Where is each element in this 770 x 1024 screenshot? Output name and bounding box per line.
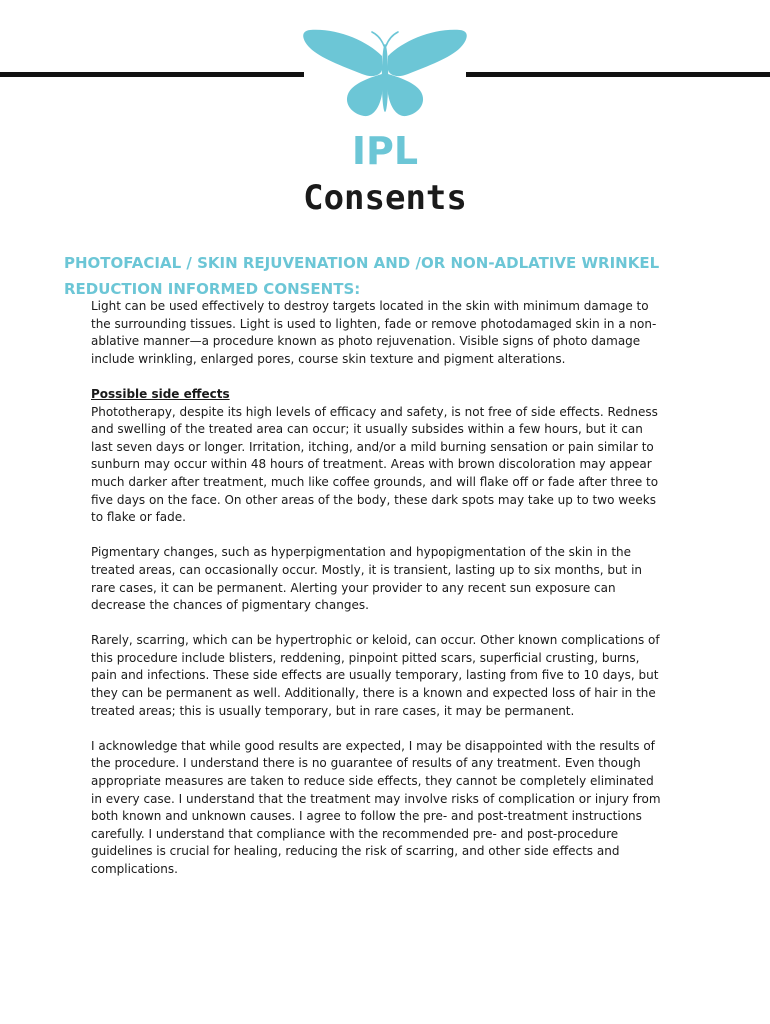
page-subtitle: Consents bbox=[303, 178, 467, 218]
side-effects-block bbox=[91, 386, 663, 527]
pigmentary-paragraph: Pigmentary changes, such as hyperpigmentation and hypopigmentation of the skin in the treated areas, can occasionally occur. Mostly, it is transient, lasting up to six months, but in rare cases, it can be permanent. Alerting your provider to any recent sun exposure can decrease the chances of pigmentary changes. bbox=[91, 545, 643, 613]
side-effects-paragraph: Phototherapy, despite its high levels of efficacy and safety, is not free of side effects. Redness and swelling of the treated area can occur; it usually subsides within a few hours, but it can last seven days or longer. Irritation, itching, and/or a mild burning sensation or pain similar to sunburn may occur within 48 hours of treatment. Areas with brown discoloration may appear much darker after treatment, much like coffee grounds, and will flake off or fade after three to five days on the face. On other areas of the body, these dark spots may take up to two weeks to flake or fade. bbox=[91, 404, 659, 525]
scarring-paragraph: Rarely, scarring, which can be hypertrophic or keloid, can occur. Other known complications of this procedure include blisters, reddening, pinpoint pitted scars, superficial crusting, burns, pain and infections. These side effects are usually temporary, lasting from five to 10 days, but they can be permanent as well. Additionally, there is a known and expected loss of hair in the treated areas; this is usually temporary, but in rare cases, it may be permanent. bbox=[91, 633, 660, 718]
consent-body bbox=[91, 298, 663, 896]
butterfly-icon bbox=[296, 26, 474, 122]
side-effects-heading: Possible side effects bbox=[91, 386, 230, 401]
section-heading: PHOTOFACIAL / SKIN REJUVENATION AND /OR NON-ADLATIVE WRINKEL REDUCTION INFORMED CONSENTS: bbox=[64, 254, 660, 298]
header-rule-left bbox=[0, 72, 304, 77]
acknowledgement-paragraph: I acknowledge that while good results are expected, I may be disappointed with the results of the procedure. I understand there is no guarantee of results of any treatment. Even though appropriate measures are taken to reduce side effects, they cannot be completely eliminated in every case. I understand that the treatment may involve risks of complication or injury from both known and unknown causes. I agree to follow the pre- and post-treatment instructions carefully. I understand that compliance with the recommended pre- and post-procedure guidelines is crucial for healing, reducing the risk of scarring, and other side effects and complications. bbox=[91, 738, 661, 876]
header-rule-right bbox=[466, 72, 770, 77]
page-title: IPL bbox=[351, 129, 419, 173]
intro-paragraph: Light can be used effectively to destroy targets located in the skin with minimum damage to the surrounding tissues. Light is used to lighten, fade or remove photodamaged skin in a non-ablative manner—a procedure known as photo rejuvenation. Visible signs of photo damage include wrinkling, enlarged pores, course skin texture and pigment alterations. bbox=[91, 299, 657, 366]
